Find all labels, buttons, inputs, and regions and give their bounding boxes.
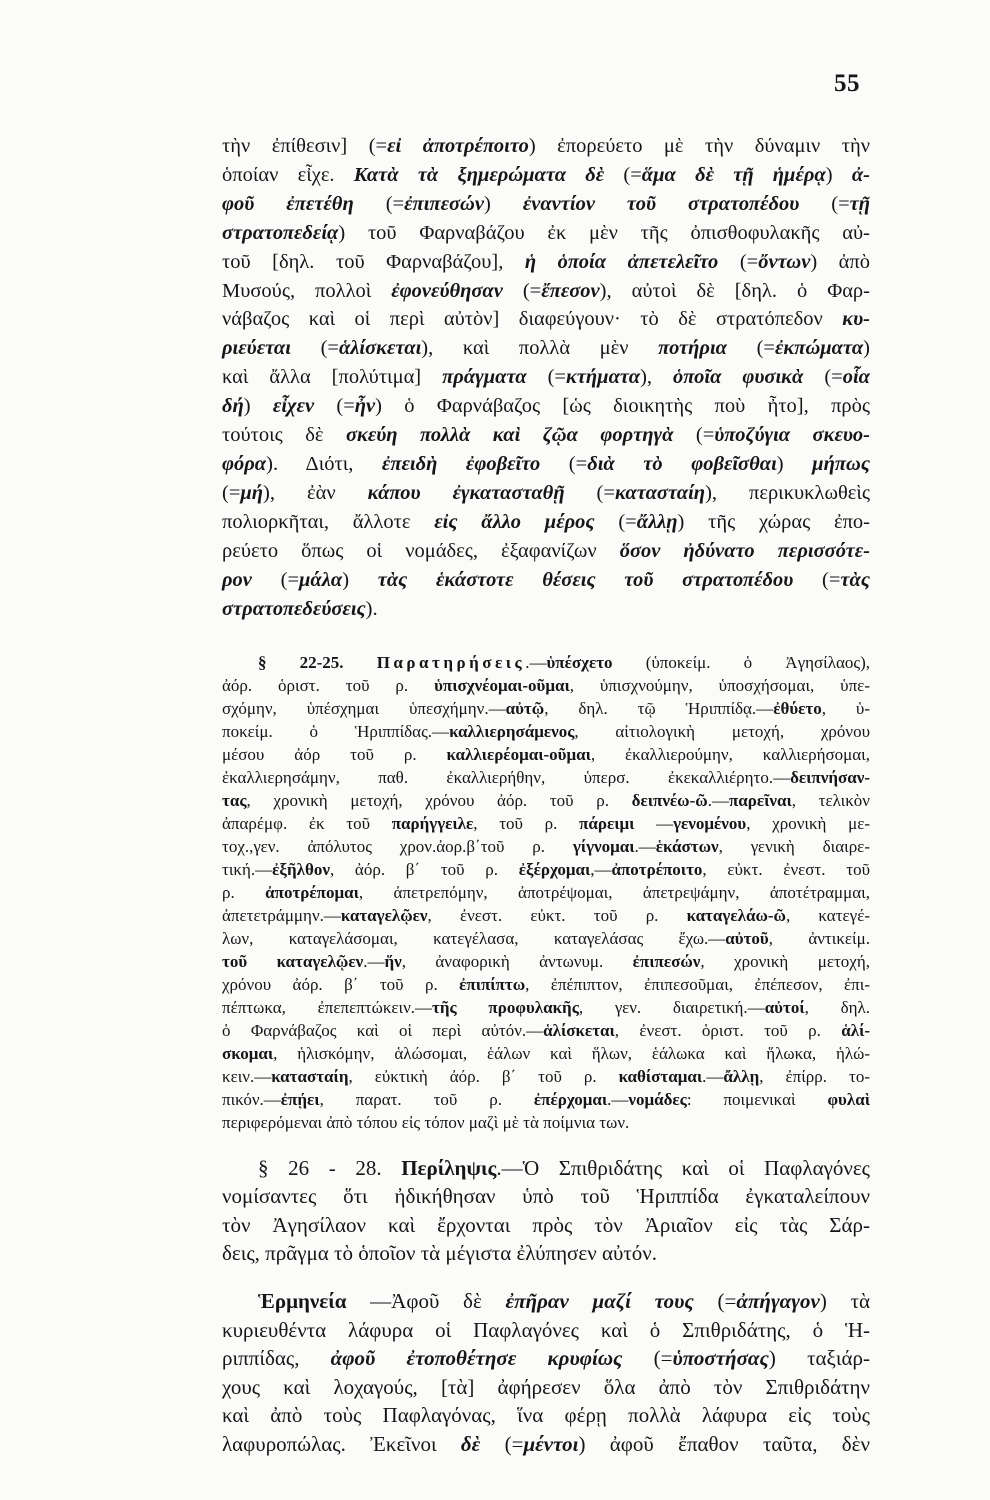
- emphasized-term: ὅσον ἠδύνατο περισσότε-: [619, 539, 870, 562]
- text-run: ἀόρ. ὁριστ. τοῦ ρ.: [222, 676, 435, 695]
- text-line: [222, 1239, 870, 1267]
- text-run: , ἐνεστ. εὐκτ. τοῦ ρ.: [427, 906, 687, 925]
- emphasized-term: εἰς ἄλλο μέρος: [434, 510, 595, 533]
- text-line: [222, 1154, 870, 1182]
- emphasized-term: ἐξέρχομαι: [518, 860, 591, 879]
- text-line: [222, 674, 870, 697]
- emphasized-term: παρεῖναι: [728, 791, 792, 810]
- emphasized-term: μήπως: [812, 452, 870, 475]
- text-run: , κατεγέ-: [785, 906, 870, 925]
- text-run: τοχ.,γεν. ἀπόλυτος χρον.ἀορ.β΄τοῦ ρ.: [222, 837, 573, 856]
- emphasized-term: ἐπιπεσών: [632, 952, 701, 971]
- text-line: [222, 973, 870, 996]
- emphasized-term: μέντοι: [523, 1431, 579, 1456]
- text-run: .—Ὁ Σπιθριδάτης καὶ οἱ Παφλαγόνες: [496, 1156, 870, 1180]
- text-run: τὸν Ἀγησίλαον καὶ ἔρχονται πρὸς τὸν Ἀριαῖον εἰς τὰς Σάρ-: [222, 1212, 870, 1237]
- text-run: περιφερόμεναι ἀπὸ τόπου εἰς τόπον μαζὶ μὲ τὰ ποίμνια των.: [222, 1113, 630, 1132]
- text-run: (=: [693, 1289, 737, 1313]
- emphasized-term: τὰς: [840, 568, 870, 591]
- text-run: —: [634, 814, 674, 833]
- text-run: ὁ Φαρνάβαζος καὶ οἱ περὶ αὐτόν.—: [222, 1021, 544, 1040]
- text-line: [222, 651, 870, 674]
- emphasized-term: σκομαι: [222, 1044, 274, 1063]
- text-run: , τοῦ ρ.: [473, 814, 580, 833]
- text-run: λαφυροπώλας. Ἐκεῖνοι: [222, 1431, 461, 1456]
- text-run: ὁποίαν εἶχε.: [222, 163, 354, 186]
- emphasized-term: ἐπῆραν μαζί τους: [505, 1289, 694, 1313]
- text-line: [222, 881, 870, 904]
- emphasized-term: ὑποζύγια σκευο-: [714, 424, 870, 447]
- text-run: ), αὐτοὶ δὲ [δηλ. ὁ Φαρ-: [599, 279, 870, 302]
- text-run: ) τὰ: [819, 1289, 871, 1313]
- emphasized-term: αὐτοί: [764, 998, 805, 1017]
- text-run: ) τῆς χώρας ἐπο-: [677, 510, 871, 533]
- emphasized-term: εἰ ἀποτρέποιτο: [387, 135, 529, 157]
- text-line: [222, 508, 870, 537]
- text-run: ) ἀφοῦ ἔπαθον ταῦτα, δὲν: [578, 1431, 870, 1456]
- emphasized-term: τοῦ καταγελῷεν: [222, 952, 364, 971]
- emphasized-term: κατασταίη: [614, 481, 706, 504]
- text-run: σχόμην, ὑπέσχημαι ὑπεσχήμην.—: [222, 699, 506, 718]
- emphasized-term: μάλα: [299, 568, 343, 591]
- text-run: (=: [314, 395, 355, 418]
- text-run: , ἐπέπιπτον, ἐπιπεσοῦμαι, ἐπέπεσον, ἐπι-: [525, 975, 870, 994]
- text-run: ): [825, 163, 852, 186]
- text-line: [222, 1111, 870, 1134]
- emphasized-term: γίγνομαι: [572, 837, 635, 856]
- text-run: (=: [622, 1346, 673, 1371]
- text-line: [222, 1344, 870, 1373]
- notes-paragraph: [222, 651, 870, 1134]
- text-run: (=: [353, 192, 405, 215]
- text-run: ) ταξιάρ-: [768, 1346, 871, 1371]
- emphasized-term: Περίληψις: [401, 1156, 497, 1180]
- emphasized-term: οἷα: [842, 366, 870, 389]
- text-run: ), καὶ πολλὰ μὲν: [421, 337, 659, 360]
- emphasized-term: ἀφοῦ ἐτοποθέτησε κρυφίως: [330, 1346, 623, 1371]
- text-line: [222, 766, 870, 789]
- text-line: [222, 132, 870, 161]
- text-run: ).: [365, 597, 378, 620]
- text-line: [222, 161, 870, 190]
- emphasized-term: αὐτοῦ: [725, 929, 769, 948]
- text-line: [222, 421, 870, 450]
- text-run: ), περικυκλωθεὶς: [705, 481, 871, 504]
- text-run: , ἀπετρεπόμην, ἀποτρέψομαι, ἀπετρεψάμην, ἀποτέτραμμαι,: [358, 883, 871, 902]
- emphasized-term: ἑκάστων: [655, 837, 719, 856]
- text-run: λων, καταγελάσομαι, κατεγέλασα, καταγελάσας ἔχω.—: [222, 929, 726, 948]
- text-run: ),: [640, 366, 673, 389]
- text-run: ρεύετο ὅπως οἱ νομάδες, ἐξαφανίζων: [222, 539, 620, 562]
- emphasized-term: κατασταίη: [271, 1067, 349, 1086]
- text-run: ἀπαρέμφ. ἐκ τοῦ: [222, 814, 392, 833]
- text-line: [222, 1019, 870, 1042]
- text-run: ) ἀπὸ: [810, 250, 871, 273]
- emphasized-term: ἀ-: [851, 163, 871, 186]
- text-line: [222, 904, 870, 927]
- emphasized-term: τας: [222, 791, 247, 810]
- text-run: , γεν. διαιρετική.—: [578, 998, 765, 1017]
- emphasized-term: ἀπήγαγον: [736, 1289, 820, 1313]
- emphasized-term: ἄλλῃ: [723, 1067, 760, 1086]
- text-run: τὴν ἐπίθεσιν] (=: [222, 135, 388, 157]
- emphasized-term: ὁποῖα φυσικὰ: [672, 366, 804, 389]
- text-run: —Ἀφοῦ δὲ: [346, 1289, 506, 1313]
- text-run: ). Διότι,: [266, 452, 382, 475]
- text-run: , χρονικὴ με-: [746, 814, 870, 833]
- text-line: [222, 219, 870, 248]
- emphasized-term: κάπου ἐγκατασταθῇ: [367, 481, 565, 504]
- section-heading: Παρατηρήσεις: [376, 653, 526, 672]
- emphasized-term: πάρειμι: [579, 814, 635, 833]
- text-line: [222, 1373, 870, 1402]
- translation-paragraph: [222, 132, 870, 623]
- text-run: [344, 653, 377, 672]
- text-run: (=: [290, 337, 339, 360]
- emphasized-term: ἁλίσκεται: [338, 337, 422, 360]
- text-line: [222, 479, 870, 508]
- emphasized-term: ἐφονεύθησαν: [391, 279, 503, 302]
- text-run: : ποιμενικαὶ: [686, 1090, 828, 1109]
- interpretation-paragraph: [222, 1287, 870, 1459]
- text-run: .—: [702, 1067, 724, 1086]
- emphasized-term: ὑποστήσας: [672, 1346, 769, 1371]
- text-line: [222, 697, 870, 720]
- text-run: ) ἐπορεύετο μὲ τὴν δύναμιν τὴν: [528, 135, 870, 157]
- text-line: [222, 1065, 870, 1088]
- text-run: ): [863, 337, 870, 360]
- emphasized-term: ἐκπώματα: [774, 337, 864, 360]
- emphasized-term: ἥν: [384, 952, 402, 971]
- text-run: (=: [803, 366, 843, 389]
- emphasized-term: καθίσταμαι: [618, 1067, 703, 1086]
- text-run: (=: [502, 279, 542, 302]
- text-run: .—: [363, 952, 385, 971]
- text-line: [222, 743, 870, 766]
- page-number: 55: [834, 70, 860, 97]
- text-line: [222, 190, 870, 219]
- text-run: , δηλ.: [804, 998, 870, 1017]
- text-run: , ἐπίρρ. το-: [759, 1067, 870, 1086]
- emphasized-term: ὑπέσχετο: [546, 653, 613, 672]
- text-run: ριππίδας,: [222, 1346, 331, 1371]
- text-run: ἀπετετράμμην.—: [222, 906, 341, 925]
- emphasized-term: τῇ: [849, 192, 871, 215]
- text-line: [222, 392, 870, 421]
- emphasized-term: φοῦ ἐπετέθη: [222, 192, 354, 215]
- text-line: [222, 566, 870, 595]
- text-run: , ὑ-: [821, 699, 870, 718]
- emphasized-term: ἡ ὁποία ἀπετελεῖτο: [524, 250, 719, 273]
- emphasized-term: ἐπιπεσών: [404, 192, 484, 215]
- emphasized-term: εἶχεν: [272, 395, 315, 418]
- text-run: (=: [604, 163, 642, 186]
- text-run: πικόν.—: [222, 1090, 281, 1109]
- text-line: [222, 305, 870, 334]
- text-line: [222, 927, 870, 950]
- text-run: , ἡλισκόμην, ἁλώσομαι, ἑάλων καὶ ἥλων, ἑάλωκα καὶ ἥλωκα, ἡλώ-: [273, 1044, 870, 1063]
- emphasized-term: καλλιερησάμενος: [449, 722, 575, 741]
- text-run: , ἐνεστ. ὁριστ. τοῦ ρ.: [614, 1021, 842, 1040]
- text-run: , εὐκτικὴ ἀόρ. β΄ τοῦ ρ.: [348, 1067, 619, 1086]
- emphasized-term: σκεύη πολλὰ καὶ ζῷα φορτηγὰ: [345, 424, 674, 447]
- emphasized-term: Ἑρμηνεία: [258, 1289, 347, 1313]
- text-run: , χρονικὴ μετοχή, χρόνου ἀόρ. τοῦ ρ.: [246, 791, 632, 810]
- text-run: (=: [799, 192, 850, 215]
- emphasized-term: ἔπεσον: [541, 279, 600, 302]
- text-line: [222, 1401, 870, 1430]
- emphasized-term: πράγματα: [442, 366, 527, 389]
- text-run: , δηλ. τῷ Ἡριππίδᾳ.—: [544, 699, 774, 718]
- text-run: , ἀντικείμ.: [768, 929, 870, 948]
- text-run: (=: [251, 568, 300, 591]
- text-line: [222, 277, 870, 306]
- emphasized-term: ἐξῆλθον: [272, 860, 330, 879]
- text-run: νομίσαντες ὅτι ἠδικήθησαν ὑπὸ τοῦ Ἡριππίδα ἐγκαταλείπουν: [222, 1184, 870, 1209]
- text-run: (=: [564, 481, 615, 504]
- emphasized-term: διὰ τὸ φοβεῖσθαι: [587, 452, 777, 475]
- text-run: , ἀόρ. β΄ τοῦ ρ.: [329, 860, 519, 879]
- emphasized-term: φόρα: [222, 452, 267, 475]
- emphasized-term: ἐπέρχομαι: [533, 1090, 608, 1109]
- text-run: (=: [540, 452, 588, 475]
- emphasized-term: ἁλί-: [841, 1021, 871, 1040]
- emphasized-term: δειπνέω-ῶ: [631, 791, 708, 810]
- text-run: (=: [793, 568, 841, 591]
- emphasized-term: καταγελῷεν: [340, 906, 428, 925]
- text-run: τούτοις δὲ: [222, 424, 346, 447]
- text-run: (=: [222, 481, 241, 504]
- text-line: [222, 950, 870, 973]
- emphasized-term: φυλαὶ: [827, 1090, 870, 1109]
- text-run: (=: [480, 1431, 524, 1456]
- text-line: [222, 595, 870, 624]
- emphasized-term: στρατοπεδείᾳ: [222, 221, 339, 244]
- emphasized-term: καλλιερέομαι-οῦμαι: [446, 745, 591, 764]
- text-run: ) τοῦ Φαρναβάζου ἐκ μὲν τῆς ὀπισθοφυλακῆς αὐ-: [338, 221, 870, 244]
- text-run: , παρατ. τοῦ ρ.: [319, 1090, 534, 1109]
- text-run: ) ὁ Φαρνάβαζος [ὡς διοικητὴς ποὺ ἦτο], πρὸς: [375, 395, 871, 418]
- text-run: ἐκαλλιερησάμην, παθ. ἐκαλλιερήθην, ὑπερσ. ἐκεκαλλιέρητο.—: [222, 768, 791, 787]
- emphasized-term: ἐναντίον τοῦ στρατοπέδου: [522, 192, 800, 215]
- emphasized-term: παρήγγειλε: [391, 814, 474, 833]
- emphasized-term: ὑπισχνέομαι-οῦμαι: [434, 676, 570, 695]
- text-run: .—: [707, 791, 729, 810]
- text-run: ): [776, 452, 813, 475]
- emphasized-term: ἀποτρέπομαι: [265, 883, 359, 902]
- text-line: [222, 789, 870, 812]
- emphasized-term: τῆς προφυλακῆς: [432, 998, 579, 1017]
- text-line: [222, 1430, 870, 1459]
- text-run: , τελικὸν: [791, 791, 870, 810]
- emphasized-term: ποτήρια: [658, 337, 727, 360]
- text-run: ), ἐὰν: [263, 481, 368, 504]
- text-line: [222, 1316, 870, 1345]
- emphasized-term: ἐθύετο: [773, 699, 822, 718]
- text-line: [222, 1042, 870, 1065]
- text-line: [222, 835, 870, 858]
- text-run: , ὑπισχνούμην, ὑποσχήσομαι, ὑπε-: [569, 676, 870, 695]
- text-line: [222, 720, 870, 743]
- emphasized-term: ἐπῄει: [280, 1090, 320, 1109]
- text-run: Μυσούς, πολλοὶ: [222, 279, 392, 302]
- emphasized-term: ὄντων: [758, 250, 811, 273]
- emphasized-term: μή: [240, 481, 264, 504]
- emphasized-term: καταγελάω-ῶ: [686, 906, 786, 925]
- text-run: , ἀναφορικὴ ἀντωνυμ.: [401, 952, 633, 971]
- text-line: [222, 858, 870, 881]
- emphasized-term: κυ-: [842, 308, 870, 331]
- emphasized-term: τὰς ἑκάστοτε θέσεις τοῦ στρατοπέδου: [377, 568, 794, 591]
- text-run: κειν.—: [222, 1067, 272, 1086]
- text-run: , εὐκτ. ἐνεστ. τοῦ: [702, 860, 870, 879]
- emphasized-term: ρον: [222, 568, 252, 591]
- text-run: (=: [526, 366, 566, 389]
- text-run: ποκείμ. ὁ Ἡριππίδας.—: [222, 722, 450, 741]
- text-line: [222, 1088, 870, 1111]
- text-run: (=: [594, 510, 637, 533]
- text-run: πέπτωκα, ἐπεπεπτώκειν.—: [222, 998, 433, 1017]
- text-line: [222, 1182, 870, 1210]
- text-run: καὶ ἀπὸ τοὺς Παφλαγόνας, ἵνα φέρῃ πολλὰ λάφυρα εἰς τοὺς: [222, 1403, 870, 1428]
- text-run: ): [243, 395, 273, 418]
- text-line: [222, 537, 870, 566]
- text-run: ,—: [590, 860, 612, 879]
- text-run: , αἰτιολογικὴ μετοχή, χρόνου: [574, 722, 871, 741]
- emphasized-term: ἀποτρέποιτο: [611, 860, 703, 879]
- text-run: ρ.: [222, 883, 266, 902]
- text-line: [222, 450, 870, 479]
- emphasized-term: ἅμα δὲ τῇ ἡμέρᾳ: [641, 163, 826, 186]
- text-run: (ὑποκείμ. ὁ Ἀγησίλαος),: [612, 653, 870, 672]
- emphasized-term: ἁλίσκεται: [543, 1021, 615, 1040]
- text-run: § 26 - 28.: [258, 1156, 402, 1180]
- text-line: [222, 1287, 870, 1316]
- emphasized-term: δή: [222, 395, 244, 418]
- text-line: [222, 1211, 870, 1239]
- text-run: μέσου ἀόρ τοῦ ρ.: [222, 745, 447, 764]
- text-run: .—: [634, 837, 656, 856]
- text-run: (=: [718, 250, 759, 273]
- text-run: (=: [726, 337, 775, 360]
- text-line: [222, 996, 870, 1019]
- text-run: χρόνου ἀόρ. β΄ τοῦ ρ.: [222, 975, 460, 994]
- text-run: τοῦ [δηλ. τοῦ Φαρναβάζου],: [222, 250, 525, 273]
- text-run: δεις, πρᾶγμα τὸ ὁποῖον τὰ μέγιστα ἐλύπησεν αὐτόν.: [222, 1240, 658, 1265]
- text-run: (=: [673, 424, 715, 447]
- summary-paragraph: [222, 1154, 870, 1267]
- emphasized-term: § 22-25.: [258, 653, 344, 672]
- emphasized-term: στρατοπεδεύσεις: [222, 597, 366, 620]
- text-run: .—: [607, 1090, 629, 1109]
- emphasized-term: ἄλλῃ: [636, 510, 678, 533]
- text-run: ): [483, 192, 523, 215]
- text-run: πολιορκῆται, ἄλλοτε: [222, 510, 435, 533]
- emphasized-term: γενομένου: [673, 814, 747, 833]
- text-line: [222, 334, 870, 363]
- text-run: νάβαζος καὶ οἱ περὶ αὐτὸν] διαφεύγουν· τὸ δὲ στρατόπεδον: [222, 308, 843, 331]
- emphasized-term: ριεύεται: [222, 337, 291, 360]
- text-line: [222, 248, 870, 277]
- text-run: ): [342, 568, 378, 591]
- text-run: τική.—: [222, 860, 273, 879]
- emphasized-term: ἐπιπίπτω: [459, 975, 526, 994]
- emphasized-term: κτήματα: [565, 366, 641, 389]
- emphasized-term: ἦν: [354, 395, 376, 418]
- text-run: .—: [525, 653, 547, 672]
- text-run: χους καὶ λοχαγούς, [τὰ] ἀφήρεσεν ὅλα ἀπὸ τὸν Σπιθριδάτην: [222, 1374, 870, 1399]
- text-line: [222, 363, 870, 392]
- emphasized-term: δειπνήσαν-: [790, 768, 870, 787]
- emphasized-term: δὲ: [460, 1431, 481, 1456]
- text-run: , χρονικὴ μετοχή,: [700, 952, 870, 971]
- emphasized-term: ἐπειδὴ ἐφοβεῖτο: [381, 452, 541, 475]
- text-run: καὶ ἄλλα [πολύτιμα]: [222, 366, 443, 389]
- text-run: κυριευθέντα λάφυρα οἱ Παφλαγόνες καὶ ὁ Σπιθριδάτης, ὁ Ἡ-: [222, 1317, 870, 1342]
- text-run: , ἐκαλλιερούμην, καλλιερήσομαι,: [590, 745, 870, 764]
- emphasized-term: νομάδες: [628, 1090, 687, 1109]
- text-line: [222, 812, 870, 835]
- text-run: , γενικὴ διαιρε-: [718, 837, 870, 856]
- emphasized-term: Κατὰ τὰ ξημερώματα δὲ: [353, 163, 605, 186]
- emphasized-term: αὐτῷ: [505, 699, 545, 718]
